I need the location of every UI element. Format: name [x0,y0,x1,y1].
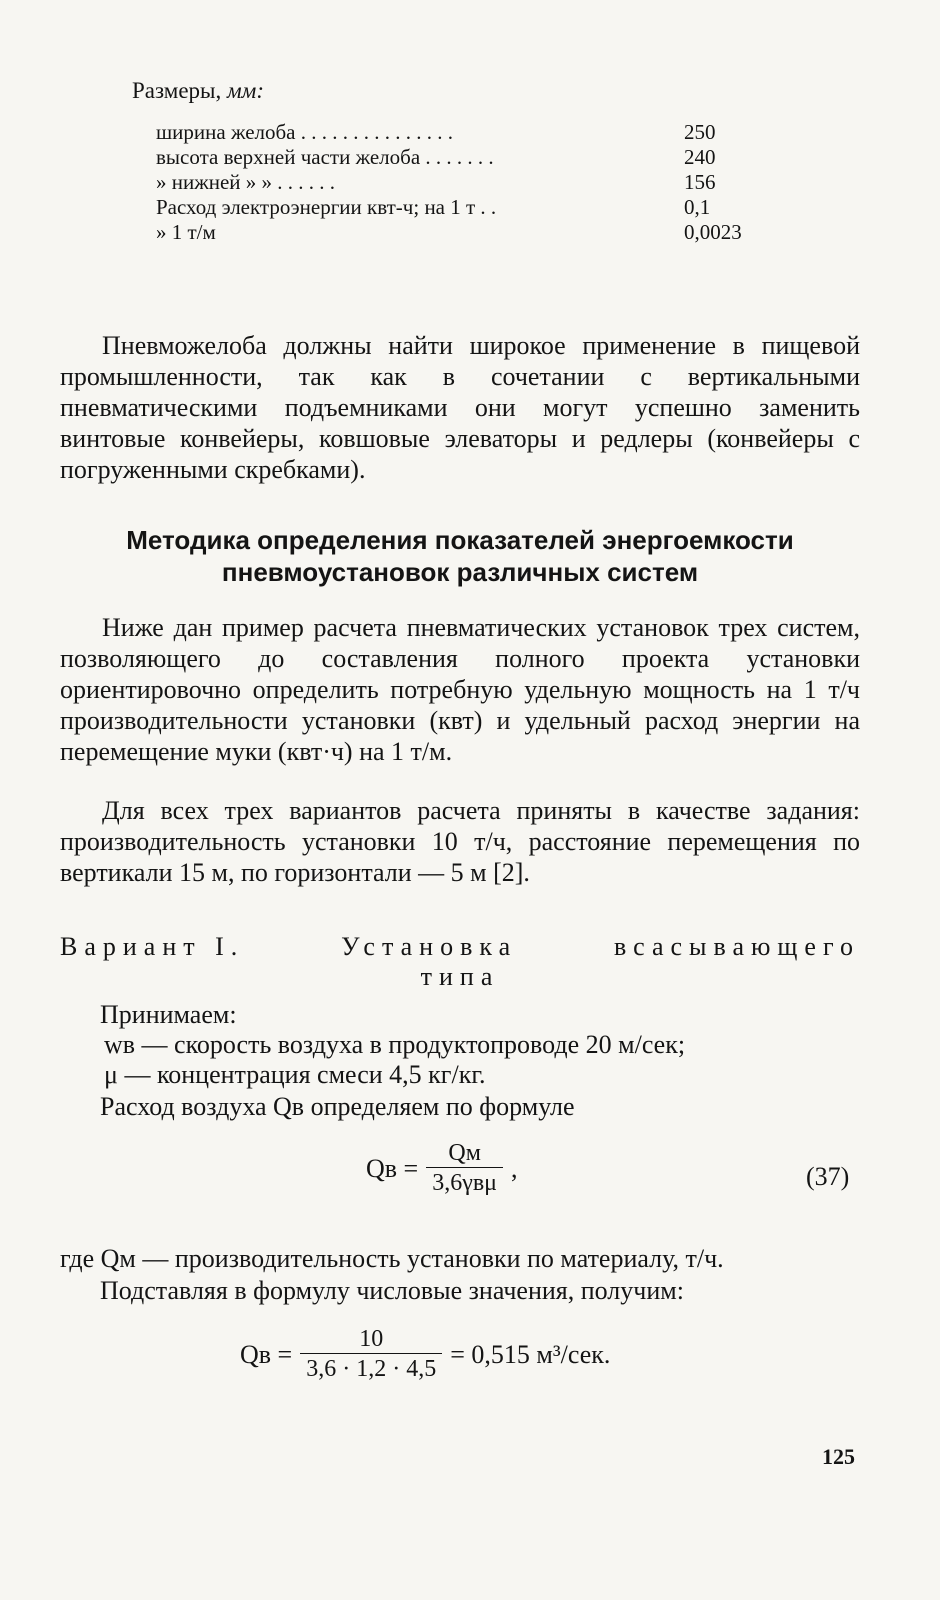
formula-lhs: Qв = [240,1339,293,1369]
paragraph-pneumatic-chutes: Пневможелоба должны найти широкое применение в пищевой промышленности, так как в сочетании с вертикальными пневматическими подъемниками они могут успешно заменить винтовые конвейеры, ковшовые элеваторы и редлеры (конвейеры с погруженными скребками). [60,331,860,484]
formula-result-value: = 0,515 м³/сек. [450,1339,611,1369]
row-label: ширина желоба . . . . . . . . . . . . . . . [156,120,453,144]
formula-37: Qв = $\frac{Qм}{\text{3,6γвμ}}$ , [366,1140,518,1196]
equation-number: (37) [806,1162,850,1191]
accept-label: Принимаем: [100,1000,237,1029]
row-value: 0,1 [684,195,711,219]
air-flow-line: Расход воздуха Qв определяем по формуле [100,1092,575,1121]
where-line: где Qм — производительность установки по материалу, т/ч. [60,1244,724,1273]
dimensions-table [156,120,776,245]
concentration-line: μ — концентрация смеси 4,5 кг/кг. [104,1060,486,1089]
row-value: 156 [684,170,716,194]
row-value: 240 [684,145,716,169]
row-label: » 1 т/м [156,220,216,244]
row-label: Расход электроэнергии квт-ч; на 1 т . . [156,195,497,219]
dimensions-title: Размеры, мм: [132,78,264,103]
formula-fraction [300,1326,442,1383]
fraction-numerator: 10 [359,1326,384,1352]
table-row [156,195,776,220]
table-row [156,220,776,245]
paragraph-task-conditions: Для всех трех вариантов расчета приняты в качестве задания: производительность установки 10 т/ч, расстояние перемещения по вертикали 15 м, по горизонтали — 5 м [2]. [60,796,860,887]
variant-heading: Вариант I. Установка всасывающего типа [60,932,860,991]
row-value: 0,0023 [684,220,742,244]
fraction-denominator: 3,6 · 1,2 · 4,5 [300,1353,442,1383]
fraction-denominator: 3,6γвμ [426,1167,503,1197]
page-number: 125 [822,1444,855,1469]
formula-lhs: Qв = [366,1153,419,1183]
row-value: 250 [684,120,716,144]
table-row [156,170,776,195]
dimensions-unit: мм: [226,78,264,103]
air-velocity-line: wв — скорость воздуха в продуктопроводе 20 м/сек; [104,1030,686,1059]
paragraph-calculation-example: Ниже дан пример расчета пневматических установок трех систем, позволяющего до составления полного проекта установки ориентировочно определить потребную удельную мощность на 1 т/ч производительности установки (квт) и удельный расход энергии на перемещение муки (квт·ч) на 1 т/м. [60,613,860,766]
table-row [156,145,776,170]
table-row [156,120,776,145]
formula-fraction [426,1140,503,1197]
formula-result [240,1326,610,1383]
fraction-numerator: Qм [448,1140,481,1166]
row-label: высота верхней части желоба . . . . . . . [156,145,494,169]
section-heading: Методика определения показателей энергоемкости пневмоустановок различных систем [126,525,794,587]
row-label: » нижней » » . . . . . . [156,170,336,194]
substitution-line: Подставляя в формулу числовые значения, получим: [100,1276,684,1305]
